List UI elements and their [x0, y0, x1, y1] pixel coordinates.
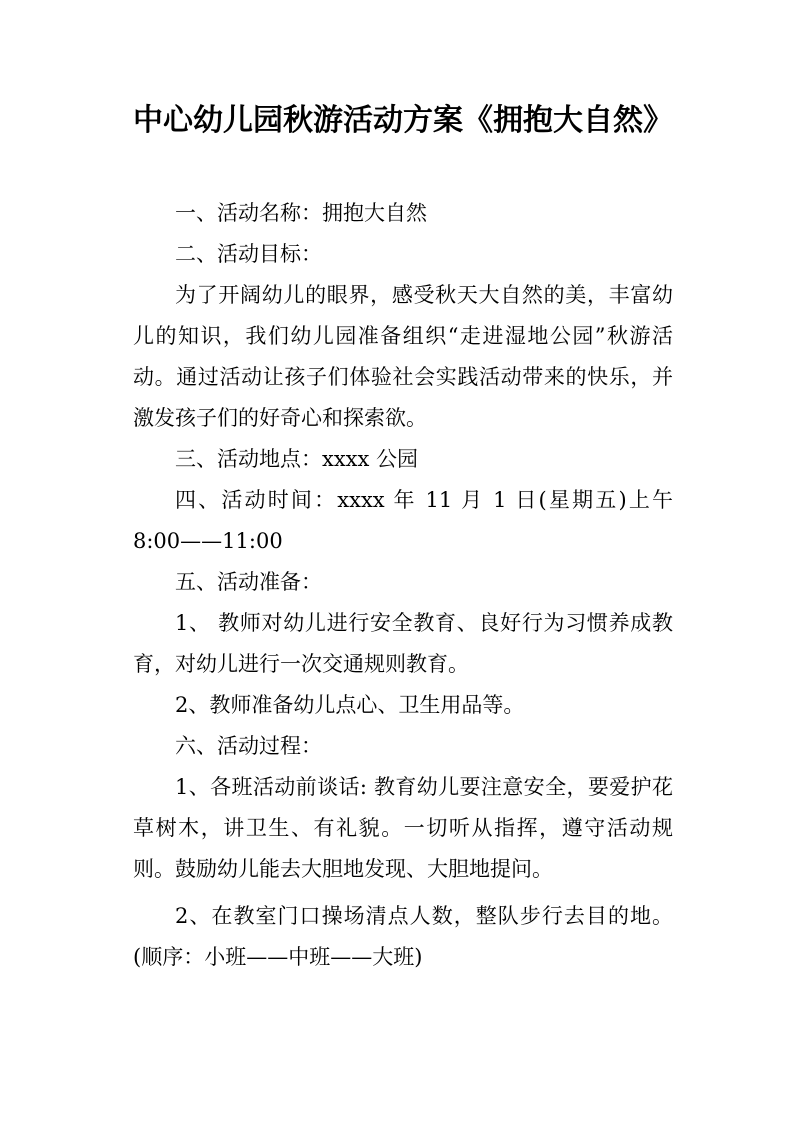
paragraph-process-item-2: 2、在教室门口操场清点人数，整队步行去目的地。(顺序：小班——中班——大班) [133, 904, 673, 969]
paragraph-process-item-1: 1、各班活动前谈话: 教育幼儿要注意安全，要爱护花草树木，讲卫生、有礼貌。一切听从指挥，遵守活动规则。鼓励幼儿能去大胆地发现、大胆地提问。 [133, 775, 673, 881]
paragraph-goal-heading: 二、活动目标： [175, 242, 322, 266]
paragraph-prep-item-2: 2、教师准备幼儿点心、卫生用品等。 [175, 693, 525, 717]
paragraph-activity-name: 一、活动名称：拥抱大自然 [175, 201, 427, 225]
paragraph-location: 三、活动地点：xxxx 公园 [175, 447, 419, 471]
paragraph-process-heading: 六、活动过程： [175, 734, 322, 758]
paragraph-time: 四、活动时间：xxxx 年 11 月 1 日(星期五)上午 8:00——11:00 [133, 488, 673, 553]
paragraph-prep-heading: 五、活动准备： [175, 570, 322, 594]
document-title: 中心幼儿园秋游活动方案《拥抱大自然》 [133, 103, 673, 138]
document-body [133, 193, 673, 978]
paragraph-prep-item-1: 1、 教师对幼儿进行安全教育、良好行为习惯养成教育，对幼儿进行一次交通规则教育。 [133, 611, 673, 676]
paragraph-goal-text: 为了开阔幼儿的眼界，感受秋天大自然的美，丰富幼儿的知识，我们幼儿园准备组织“走进湿地公园”秋游活动。通过活动让孩子们体验社会实践活动带来的快乐，并激发孩子们的好奇心和探索欲。 [133, 283, 673, 430]
